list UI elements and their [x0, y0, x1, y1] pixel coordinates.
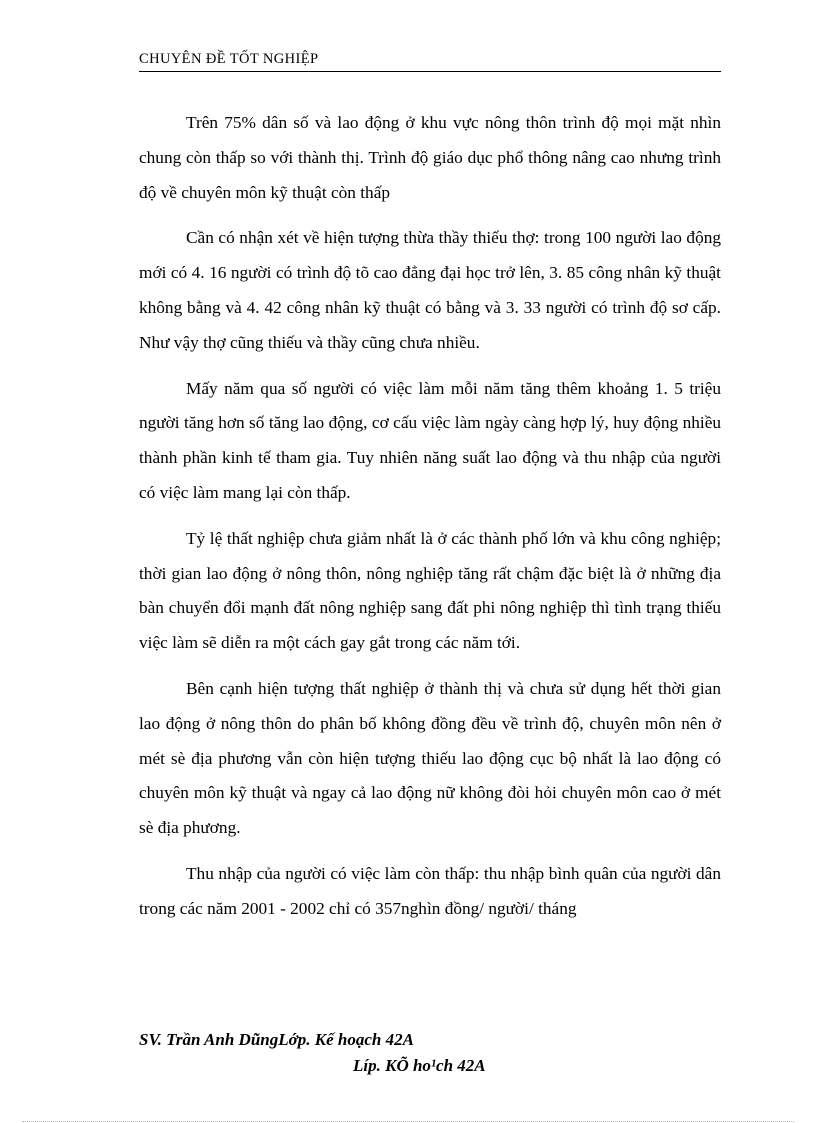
- footer-author-class: SV. Trần Anh DũngLớp. Kế hoạch 42A: [139, 1030, 414, 1049]
- paragraph-3: Mấy năm qua số người có việc làm mỗi năm tăng thêm khoảng 1. 5 triệu người tăng hơn số tăng lao động, cơ cấu việc làm ngày càng hợp lý, huy động nhiều thành phần kinh tế tham gia. Tuy nhiên năng suất lao động và thu nhập của người có việc làm mang lại còn thấp.: [139, 378, 721, 502]
- footer-class-garbled: Líp. KÕ ho¹ch 42A: [353, 1056, 486, 1075]
- header-title: CHUYÊN ĐỀ TỐT NGHIỆP: [139, 51, 319, 67]
- document-body: [139, 106, 721, 938]
- paragraph-5: Bên cạnh hiện tượng thất nghiệp ở thành thị và chưa sử dụng hết thời gian lao động ở nông thôn do phân bố không đồng đều về trình độ, chuyên môn nên ở mét sè địa phương vẫn còn hiện tượng thiếu lao động cục bộ nhất là lao động có chuyên môn kỹ thuật và ngay cả lao động nữ không đòi hỏi chuyên môn cao ở mét sè địa phương.: [139, 678, 721, 838]
- paragraph-2: Cần có nhận xét về hiện tượng thừa thầy thiếu thợ: trong 100 người lao động mới có 4. 16 người có trình độ tõ cao đẳng đại học trở lên, 3. 85 công nhân kỹ thuật không bằng và 4. 42 công nhân kỹ thuật có bằng và 3. 33 người có trình độ sơ cấp. Như vậy thợ cũng thiếu và thầy cũng chưa nhiều.: [139, 228, 721, 352]
- paragraph-6: Thu nhập của người có việc làm còn thấp: thu nhập bình quân của người dân trong các năm 2001 - 2002 chỉ có 357nghìn đồng/ người/ tháng: [139, 863, 721, 918]
- paragraph-4: Tỷ lệ thất nghiệp chưa giảm nhất là ở các thành phố lớn và khu công nghiệp; thời gian lao động ở nông thôn, nông nghiệp tăng rất chậm đặc biệt là ở những địa bàn chuyển đổi mạnh đất nông nghiệp sang đất phi nông nghiệp thì tình trạng thiếu việc làm sẽ diễn ra một cách gay gắt trong các năm tới.: [139, 528, 721, 653]
- page-header: [139, 50, 721, 72]
- page-footer: [139, 1027, 721, 1079]
- paragraph-1: Trên 75% dân số và lao động ở khu vực nông thôn trình độ mọi mặt nhìn chung còn thấp so với thành thị. Trình độ giáo dục phổ thông nâng cao nhưng trình độ về chuyên môn kỹ thuật còn thấp: [139, 113, 721, 202]
- page-bottom-edge: [22, 1121, 794, 1122]
